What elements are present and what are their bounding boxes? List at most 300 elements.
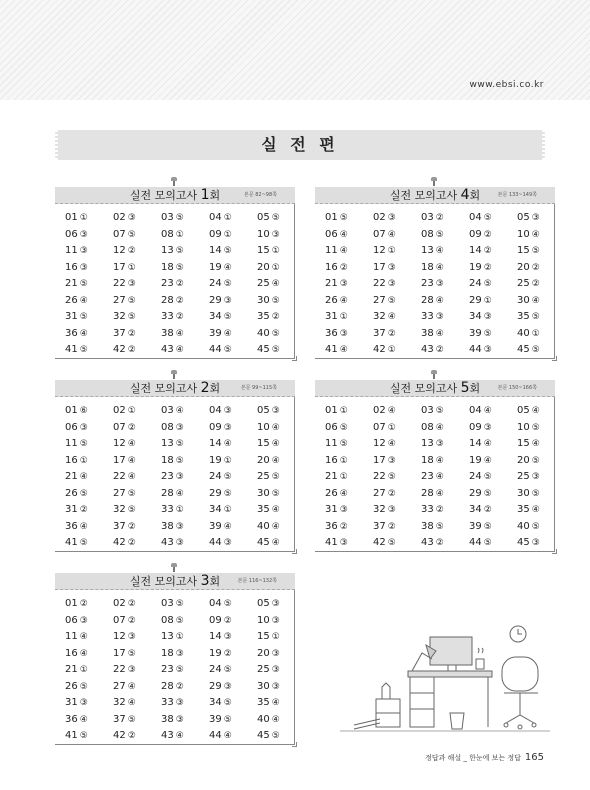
answer-choice: ② bbox=[483, 505, 492, 515]
answer-cell bbox=[65, 452, 88, 470]
answer-cell bbox=[65, 694, 88, 712]
question-number: 03 bbox=[421, 405, 434, 416]
answer-choice: ④ bbox=[339, 488, 348, 499]
answer-cell bbox=[469, 259, 492, 277]
question-number: 29 bbox=[469, 487, 482, 499]
answer-choice: ① bbox=[271, 632, 280, 642]
question-number: 22 bbox=[113, 471, 126, 482]
answer-choice: ② bbox=[387, 328, 396, 339]
answer-cell bbox=[257, 628, 280, 646]
exam-panel-1 bbox=[55, 187, 295, 359]
question-number: 35 bbox=[517, 504, 530, 515]
page-footer bbox=[425, 752, 544, 763]
answer-choice: ⑤ bbox=[271, 472, 280, 482]
answer-row bbox=[65, 468, 293, 485]
answer-choice: ③ bbox=[271, 665, 280, 675]
answer-choice: ⑤ bbox=[387, 472, 396, 482]
question-number: 03 bbox=[161, 405, 174, 416]
answer-row bbox=[65, 727, 293, 744]
answer-cell bbox=[209, 501, 232, 519]
answer-choice: ④ bbox=[531, 505, 540, 515]
answer-choice: ④ bbox=[79, 714, 88, 725]
answer-choice: ④ bbox=[387, 406, 396, 416]
answer-choice: ⑤ bbox=[223, 472, 232, 482]
question-number: 16 bbox=[65, 261, 78, 273]
answer-choice: ⑤ bbox=[271, 731, 280, 741]
answer-row bbox=[65, 485, 293, 502]
answer-choice: ④ bbox=[339, 345, 348, 355]
answer-choice: ① bbox=[175, 505, 184, 515]
answer-choice: ④ bbox=[435, 295, 444, 306]
answer-choice: ⑤ bbox=[483, 328, 492, 339]
answer-choice: ③ bbox=[127, 665, 136, 675]
answer-cell bbox=[517, 226, 540, 244]
answer-cell bbox=[161, 308, 184, 326]
answer-row bbox=[325, 209, 553, 226]
question-number: 26 bbox=[65, 487, 78, 499]
question-number: 45 bbox=[517, 537, 530, 548]
panel-title-bar bbox=[55, 187, 295, 204]
answer-cell bbox=[373, 419, 396, 437]
answer-row bbox=[65, 292, 293, 309]
answer-choice: ④ bbox=[223, 521, 232, 532]
answer-cell bbox=[517, 242, 540, 260]
question-number: 17 bbox=[373, 454, 386, 466]
answer-choice: ⑤ bbox=[127, 714, 136, 725]
panel-title-number: 3 bbox=[200, 573, 210, 589]
answer-cell bbox=[209, 628, 232, 646]
answer-choice: ③ bbox=[175, 714, 184, 725]
question-number: 30 bbox=[257, 294, 270, 306]
answer-cell bbox=[161, 292, 184, 310]
answer-cell bbox=[209, 259, 232, 277]
question-number: 21 bbox=[65, 664, 78, 675]
answer-cell bbox=[65, 534, 88, 552]
answer-cell bbox=[113, 612, 136, 630]
answer-choice: ⑤ bbox=[127, 312, 136, 322]
answer-cell bbox=[257, 325, 280, 343]
question-number: 13 bbox=[161, 245, 174, 256]
question-number: 40 bbox=[257, 520, 270, 532]
answer-choice: ⑤ bbox=[223, 698, 232, 708]
answer-cell bbox=[517, 292, 540, 310]
answer-choice: ③ bbox=[175, 521, 184, 532]
answer-choice: ② bbox=[127, 599, 136, 609]
question-number: 32 bbox=[113, 697, 126, 708]
answer-choice: ② bbox=[127, 521, 136, 532]
answer-cell bbox=[161, 612, 184, 630]
answer-cell bbox=[257, 645, 280, 663]
answer-cell bbox=[209, 711, 232, 729]
answer-cell bbox=[113, 226, 136, 244]
answer-cell bbox=[469, 292, 492, 310]
question-number: 09 bbox=[209, 614, 222, 626]
question-number: 29 bbox=[469, 294, 482, 306]
question-number: 38 bbox=[161, 713, 174, 725]
answer-cell bbox=[113, 275, 136, 293]
answer-cell bbox=[517, 518, 540, 536]
answer-choice: ③ bbox=[79, 422, 88, 433]
answer-choice: ④ bbox=[79, 295, 88, 306]
answer-cell bbox=[257, 468, 280, 486]
question-number: 39 bbox=[469, 327, 482, 339]
answer-choice: ③ bbox=[79, 698, 88, 708]
answer-grid bbox=[55, 590, 295, 745]
answer-choice: ① bbox=[339, 312, 348, 322]
question-number: 19 bbox=[209, 261, 222, 273]
answer-choice: ④ bbox=[435, 422, 444, 433]
answer-choice: ③ bbox=[223, 632, 232, 642]
answer-choice: ② bbox=[483, 229, 492, 240]
answer-row bbox=[65, 435, 293, 452]
answer-cell bbox=[161, 711, 184, 729]
answer-choice: ① bbox=[271, 246, 280, 256]
question-number: 29 bbox=[209, 294, 222, 306]
answer-choice: ⑤ bbox=[127, 229, 136, 240]
question-number: 21 bbox=[325, 471, 338, 482]
question-number: 19 bbox=[209, 647, 222, 659]
answer-grid bbox=[315, 204, 555, 359]
answer-cell bbox=[325, 518, 348, 536]
answer-choice: ③ bbox=[271, 599, 280, 609]
answer-choice: ② bbox=[531, 262, 540, 273]
question-number: 17 bbox=[113, 261, 126, 273]
question-number: 16 bbox=[325, 261, 338, 273]
answer-cell bbox=[469, 275, 492, 293]
answer-row bbox=[65, 452, 293, 469]
question-number: 24 bbox=[209, 471, 222, 482]
answer-cell bbox=[469, 209, 492, 227]
answer-choice: ⑤ bbox=[387, 295, 396, 306]
question-number: 07 bbox=[113, 228, 126, 240]
answer-cell bbox=[65, 341, 88, 359]
question-number: 28 bbox=[161, 680, 174, 692]
question-number: 23 bbox=[161, 278, 174, 289]
question-number: 12 bbox=[113, 631, 126, 642]
question-number: 14 bbox=[209, 438, 222, 449]
question-number: 18 bbox=[421, 454, 434, 466]
answer-cell bbox=[421, 259, 444, 277]
question-number: 08 bbox=[161, 614, 174, 626]
answer-cell bbox=[257, 209, 280, 227]
question-number: 06 bbox=[65, 228, 78, 240]
question-number: 09 bbox=[209, 421, 222, 433]
question-number: 33 bbox=[161, 697, 174, 708]
answer-row bbox=[65, 209, 293, 226]
answer-choice: ② bbox=[435, 538, 444, 548]
question-number: 20 bbox=[257, 454, 270, 466]
answer-cell bbox=[469, 226, 492, 244]
question-number: 37 bbox=[373, 327, 386, 339]
answer-cell bbox=[65, 678, 88, 696]
panel-title-number: 4 bbox=[460, 187, 470, 203]
question-number: 26 bbox=[65, 680, 78, 692]
answer-cell bbox=[65, 242, 88, 260]
answer-cell bbox=[65, 435, 88, 453]
answer-choice: ③ bbox=[127, 213, 136, 223]
answer-cell bbox=[209, 435, 232, 453]
answer-cell bbox=[113, 419, 136, 437]
answer-cell bbox=[209, 534, 232, 552]
answer-cell bbox=[113, 661, 136, 679]
answer-cell bbox=[469, 452, 492, 470]
answer-choice: ① bbox=[127, 406, 136, 416]
question-number: 08 bbox=[421, 421, 434, 433]
question-number: 12 bbox=[113, 245, 126, 256]
answer-choice: ③ bbox=[483, 312, 492, 322]
question-number: 31 bbox=[65, 697, 78, 708]
answer-row bbox=[65, 226, 293, 243]
question-number: 19 bbox=[469, 261, 482, 273]
question-number: 37 bbox=[113, 327, 126, 339]
answer-choice: ④ bbox=[175, 488, 184, 499]
answer-cell bbox=[373, 242, 396, 260]
question-number: 12 bbox=[373, 438, 386, 449]
answer-cell bbox=[257, 308, 280, 326]
answer-cell bbox=[161, 628, 184, 646]
question-number: 24 bbox=[469, 278, 482, 289]
question-number: 03 bbox=[161, 212, 174, 223]
answer-choice: ⑤ bbox=[79, 439, 88, 449]
answer-choice: ④ bbox=[483, 406, 492, 416]
answer-cell bbox=[113, 209, 136, 227]
answer-cell bbox=[257, 341, 280, 359]
answer-cell bbox=[209, 518, 232, 536]
question-number: 10 bbox=[517, 421, 530, 433]
answer-choice: ① bbox=[127, 262, 136, 273]
answer-choice: ② bbox=[127, 615, 136, 626]
page-range: 본문 150~166쪽 bbox=[497, 385, 537, 391]
answer-choice: ③ bbox=[271, 406, 280, 416]
question-number: 22 bbox=[113, 664, 126, 675]
answer-cell bbox=[469, 325, 492, 343]
answer-cell bbox=[113, 402, 136, 420]
answer-cell bbox=[161, 452, 184, 470]
answer-choice: ④ bbox=[339, 295, 348, 306]
answer-choice: ① bbox=[175, 229, 184, 240]
question-number: 45 bbox=[257, 344, 270, 355]
question-number: 04 bbox=[209, 212, 222, 223]
answer-cell bbox=[209, 694, 232, 712]
question-number: 24 bbox=[469, 471, 482, 482]
answer-choice: ③ bbox=[223, 681, 232, 692]
question-number: 29 bbox=[209, 680, 222, 692]
question-number: 27 bbox=[113, 294, 126, 306]
question-number: 15 bbox=[257, 631, 270, 642]
answer-cell bbox=[421, 209, 444, 227]
answer-choice: ⑤ bbox=[223, 599, 232, 609]
answer-cell bbox=[113, 485, 136, 503]
answer-choice: ④ bbox=[435, 328, 444, 339]
answer-cell bbox=[469, 419, 492, 437]
question-number: 42 bbox=[373, 537, 386, 548]
answer-choice: ② bbox=[531, 279, 540, 289]
question-number: 14 bbox=[209, 631, 222, 642]
answer-cell bbox=[113, 501, 136, 519]
answer-row bbox=[325, 452, 553, 469]
answer-choice: ⑤ bbox=[223, 345, 232, 355]
answer-cell bbox=[421, 501, 444, 519]
answer-cell bbox=[517, 325, 540, 343]
question-number: 14 bbox=[469, 245, 482, 256]
question-number: 16 bbox=[325, 454, 338, 466]
answer-choice: ② bbox=[483, 246, 492, 256]
answer-cell bbox=[373, 534, 396, 552]
question-number: 21 bbox=[65, 278, 78, 289]
answer-cell bbox=[161, 419, 184, 437]
answer-choice: ⑤ bbox=[79, 279, 88, 289]
question-number: 32 bbox=[373, 311, 386, 322]
answer-cell bbox=[257, 259, 280, 277]
question-number: 30 bbox=[517, 294, 530, 306]
answer-cell bbox=[161, 534, 184, 552]
answer-choice: ④ bbox=[271, 538, 280, 548]
answer-row bbox=[325, 325, 553, 342]
answer-cell bbox=[469, 308, 492, 326]
answer-choice: ④ bbox=[271, 714, 280, 725]
panel-title-text: 실전 모의고사 bbox=[129, 382, 201, 395]
answer-choice: ⑤ bbox=[79, 312, 88, 322]
answer-row bbox=[65, 341, 293, 358]
answer-choice: ⑤ bbox=[79, 538, 88, 548]
answer-cell bbox=[209, 661, 232, 679]
answer-cell bbox=[65, 612, 88, 630]
answer-cell bbox=[65, 308, 88, 326]
answer-choice: ⑤ bbox=[271, 328, 280, 339]
answer-cell bbox=[65, 292, 88, 310]
answer-row bbox=[325, 468, 553, 485]
answer-cell bbox=[65, 259, 88, 277]
answer-row bbox=[65, 645, 293, 662]
answer-choice: ⑥ bbox=[79, 406, 88, 416]
answer-cell bbox=[325, 341, 348, 359]
answer-cell bbox=[161, 259, 184, 277]
answer-cell bbox=[65, 419, 88, 437]
answer-cell bbox=[373, 485, 396, 503]
answer-choice: ⑤ bbox=[531, 345, 540, 355]
answer-choice: ② bbox=[127, 538, 136, 548]
answer-choice: ② bbox=[435, 213, 444, 223]
answer-choice: ⑤ bbox=[339, 439, 348, 449]
answer-choice: ⑤ bbox=[271, 213, 280, 223]
answer-choice: ③ bbox=[79, 246, 88, 256]
page-range: 본문 133~149쪽 bbox=[497, 192, 537, 198]
answer-choice: ① bbox=[483, 295, 492, 306]
answer-cell bbox=[257, 661, 280, 679]
answer-cell bbox=[113, 518, 136, 536]
question-number: 27 bbox=[373, 487, 386, 499]
answer-choice: ③ bbox=[271, 681, 280, 692]
question-number: 39 bbox=[469, 520, 482, 532]
answer-cell bbox=[325, 209, 348, 227]
question-number: 06 bbox=[325, 228, 338, 240]
answer-choice: ④ bbox=[339, 229, 348, 240]
answer-cell bbox=[161, 678, 184, 696]
answer-choice: ⑤ bbox=[271, 295, 280, 306]
answer-row bbox=[65, 419, 293, 436]
answer-cell bbox=[421, 341, 444, 359]
answer-cell bbox=[373, 468, 396, 486]
panel-title-suffix: 회 bbox=[209, 382, 221, 395]
question-number: 14 bbox=[469, 438, 482, 449]
answer-row bbox=[325, 485, 553, 502]
question-number: 41 bbox=[325, 537, 338, 548]
question-number: 15 bbox=[257, 438, 270, 449]
answer-choice: ① bbox=[175, 632, 184, 642]
answer-cell bbox=[113, 242, 136, 260]
answer-cell bbox=[517, 468, 540, 486]
question-number: 42 bbox=[373, 344, 386, 355]
answer-cell bbox=[257, 595, 280, 613]
answer-choice: ③ bbox=[387, 279, 396, 289]
question-number: 41 bbox=[65, 344, 78, 355]
panel-title-text: 실전 모의고사 bbox=[389, 382, 461, 395]
question-number: 21 bbox=[325, 278, 338, 289]
answer-choice: ④ bbox=[531, 439, 540, 449]
question-number: 28 bbox=[161, 487, 174, 499]
answer-choice: ④ bbox=[271, 505, 280, 515]
answer-cell bbox=[517, 501, 540, 519]
answer-choice: ② bbox=[339, 262, 348, 273]
answer-cell bbox=[209, 678, 232, 696]
answer-cell bbox=[325, 419, 348, 437]
question-number: 34 bbox=[209, 504, 222, 515]
answer-choice: ③ bbox=[387, 505, 396, 515]
question-number: 36 bbox=[65, 520, 78, 532]
answer-choice: ③ bbox=[387, 262, 396, 273]
answer-cell bbox=[161, 694, 184, 712]
answer-cell bbox=[325, 501, 348, 519]
answer-choice: ⑤ bbox=[175, 455, 184, 466]
question-number: 28 bbox=[421, 294, 434, 306]
answer-choice: ② bbox=[127, 422, 136, 433]
answer-cell bbox=[373, 259, 396, 277]
question-number: 29 bbox=[209, 487, 222, 499]
answer-cell bbox=[325, 435, 348, 453]
answer-cell bbox=[325, 534, 348, 552]
answer-choice: ④ bbox=[223, 328, 232, 339]
answer-choice: ⑤ bbox=[531, 488, 540, 499]
answer-choice: ⑤ bbox=[175, 615, 184, 626]
answer-choice: ④ bbox=[531, 229, 540, 240]
question-number: 11 bbox=[65, 245, 78, 256]
answer-choice: ① bbox=[79, 213, 88, 223]
answer-choice: ④ bbox=[175, 328, 184, 339]
answer-cell bbox=[325, 308, 348, 326]
answer-cell bbox=[113, 341, 136, 359]
question-number: 20 bbox=[517, 454, 530, 466]
answer-row bbox=[325, 402, 553, 419]
answer-choice: ⑤ bbox=[223, 488, 232, 499]
answer-choice: ⑤ bbox=[223, 665, 232, 675]
answer-choice: ⑤ bbox=[531, 521, 540, 532]
answer-choice: ⑤ bbox=[79, 681, 88, 692]
answer-choice: ② bbox=[175, 312, 184, 322]
answer-choice: ⑤ bbox=[531, 312, 540, 322]
question-number: 36 bbox=[325, 327, 338, 339]
answer-choice: ⑤ bbox=[79, 731, 88, 741]
answer-choice: ⑤ bbox=[223, 714, 232, 725]
question-number: 42 bbox=[113, 730, 126, 741]
answer-cell bbox=[65, 711, 88, 729]
question-number: 44 bbox=[209, 344, 222, 355]
question-number: 25 bbox=[517, 471, 530, 482]
question-number: 37 bbox=[113, 520, 126, 532]
answer-cell bbox=[257, 292, 280, 310]
answer-cell bbox=[421, 226, 444, 244]
question-number: 27 bbox=[113, 487, 126, 499]
answer-cell bbox=[373, 435, 396, 453]
